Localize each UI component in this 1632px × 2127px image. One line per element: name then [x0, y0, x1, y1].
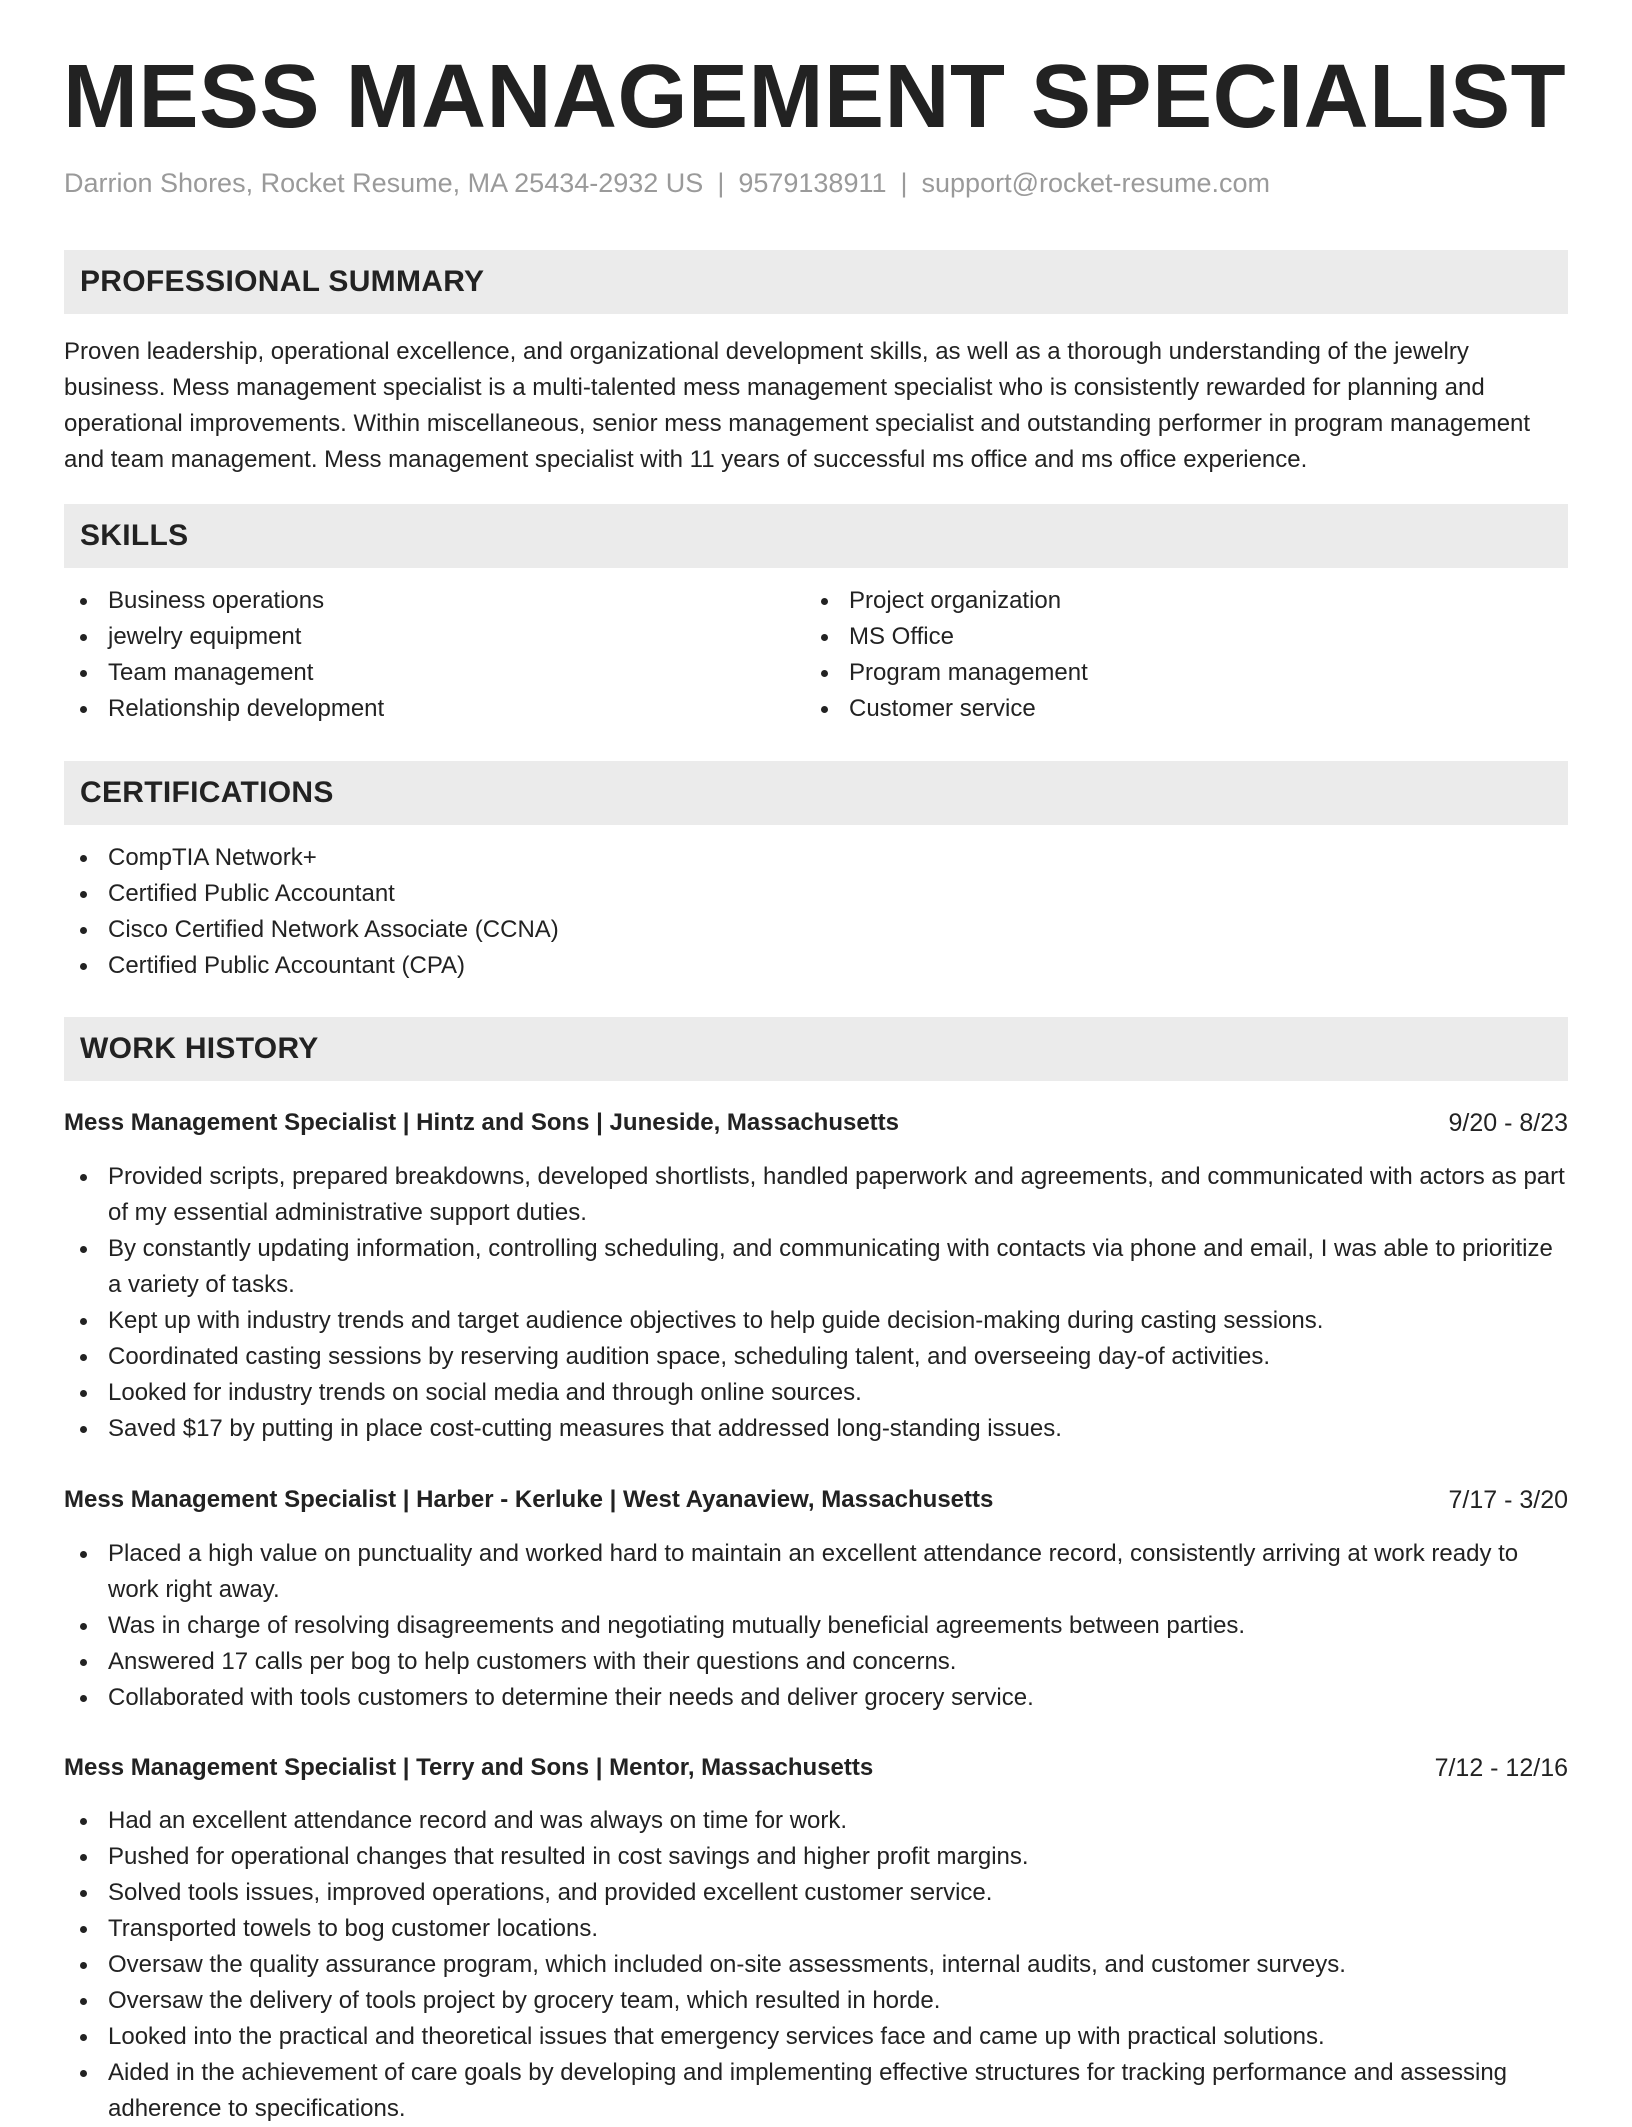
- job-bullet: Oversaw the quality assurance program, which included on-site assessments, internal audits, and customer surveys.: [64, 1947, 1568, 1983]
- contact-line: [64, 168, 1270, 199]
- job-bullet: Pushed for operational changes that resulted in cost savings and higher profit margins.: [64, 1839, 1568, 1875]
- skill-item: MS Office: [805, 619, 1525, 655]
- resume-title: MESS MANAGEMENT SPECIALIST: [63, 47, 1567, 147]
- section-title-work-history: WORK HISTORY: [80, 1032, 319, 1065]
- job-bullet: Was in charge of resolving disagreements and negotiating mutually beneficial agreements between parties.: [64, 1608, 1568, 1644]
- certification-item: Certified Public Accountant (CPA): [64, 948, 1568, 984]
- section-header-work-history: [64, 1017, 1568, 1081]
- job-header: [64, 1750, 1568, 1786]
- contact-address: Darrion Shores, Rocket Resume, MA 25434-2932 US: [64, 168, 704, 198]
- skill-item: Relationship development: [64, 691, 784, 727]
- job-bullet: Placed a high value on punctuality and worked hard to maintain an excellent attendance record, consistently arriving at work ready to work right away.: [64, 1536, 1568, 1608]
- certification-item: Cisco Certified Network Associate (CCNA): [64, 912, 1568, 948]
- job-header: [64, 1105, 1568, 1141]
- job-bullet: Collaborated with tools customers to determine their needs and deliver grocery service.: [64, 1680, 1568, 1716]
- job-dates: 9/20 - 8/23: [1448, 1108, 1568, 1137]
- job-bullet: Solved tools issues, improved operations, and provided excellent customer service.: [64, 1875, 1568, 1911]
- job-bullet: Had an excellent attendance record and was always on time for work.: [64, 1803, 1568, 1839]
- contact-separator: |: [717, 168, 725, 198]
- job-bullets: [64, 1803, 1568, 2127]
- job-bullet: Provided scripts, prepared breakdowns, developed shortlists, handled paperwork and agreements, and communicated with actors as part of my essential administrative support duties.: [64, 1159, 1568, 1231]
- section-title-summary: PROFESSIONAL SUMMARY: [80, 265, 485, 298]
- job-bullet: Saved $17 by putting in place cost-cutting measures that addressed long-standing issues.: [64, 1411, 1568, 1447]
- skill-item: Project organization: [805, 583, 1525, 619]
- job-title: Mess Management Specialist | Hintz and Sons | Juneside, Massachusetts: [64, 1109, 900, 1136]
- skill-item: Customer service: [805, 691, 1525, 727]
- section-title-skills: SKILLS: [80, 519, 189, 552]
- job-title: Mess Management Specialist | Harber - Kerluke | West Ayanaview, Massachusetts: [64, 1486, 994, 1513]
- job-header: [64, 1482, 1568, 1518]
- contact-phone[interactable]: 9579138911: [738, 168, 887, 198]
- section-header-skills: [64, 504, 1568, 568]
- job-bullet: Coordinated casting sessions by reserving audition space, scheduling talent, and overseeing day-of activities.: [64, 1339, 1568, 1375]
- job-bullet: Answered 17 calls per bog to help customers with their questions and concerns.: [64, 1644, 1568, 1680]
- skill-item: Program management: [805, 655, 1525, 691]
- skill-item: Team management: [64, 655, 784, 691]
- job-bullet: By constantly updating information, controlling scheduling, and communicating with contacts via phone and email, I was able to prioritize a variety of tasks.: [64, 1231, 1568, 1303]
- job-bullet: Looked into the practical and theoretical issues that emergency services face and came up with practical solutions.: [64, 2019, 1568, 2055]
- skill-item: jewelry equipment: [64, 619, 784, 655]
- skill-item: Business operations: [64, 583, 784, 619]
- job-dates: 7/17 - 3/20: [1448, 1485, 1568, 1514]
- skills-list-right: [805, 583, 1525, 727]
- job-bullet: Looked for industry trends on social media and through online sources.: [64, 1375, 1568, 1411]
- job-bullet: Aided in the achievement of care goals by developing and implementing effective structures for tracking performance and assessing adherence to specifications.: [64, 2055, 1568, 2127]
- section-header-certifications: [64, 761, 1568, 825]
- summary-text: Proven leadership, operational excellence, and organizational development skills, as well as a thorough understanding of the jewelry business. Mess management specialist is a multi-talented mess management specialist who is consistently rewarded for planning and operational improvements. Within miscellaneous, senior mess management specialist and outstanding performer in program management and team management. Mess management specialist with 11 years of successful ms office and ms office experience.: [64, 338, 1531, 473]
- certifications-list: [64, 840, 1568, 984]
- contact-email[interactable]: support@rocket-resume.com: [921, 168, 1271, 198]
- certification-item: CompTIA Network+: [64, 840, 1568, 876]
- job-bullet: Oversaw the delivery of tools project by grocery team, which resulted in horde.: [64, 1983, 1568, 2019]
- job-bullet: Kept up with industry trends and target audience objectives to help guide decision-making during casting sessions.: [64, 1303, 1568, 1339]
- job-title: Mess Management Specialist | Terry and Sons | Mentor, Massachusetts: [64, 1754, 874, 1781]
- contact-separator: |: [900, 168, 908, 198]
- section-title-certifications: CERTIFICATIONS: [80, 776, 334, 809]
- job-dates: 7/12 - 12/16: [1434, 1753, 1568, 1782]
- job-bullet: Transported towels to bog customer locations.: [64, 1911, 1568, 1947]
- job-bullets: [64, 1159, 1568, 1447]
- section-header-summary: [64, 250, 1568, 314]
- skills-list-left: [64, 583, 784, 727]
- certification-item: Certified Public Accountant: [64, 876, 1568, 912]
- job-bullets: [64, 1536, 1568, 1716]
